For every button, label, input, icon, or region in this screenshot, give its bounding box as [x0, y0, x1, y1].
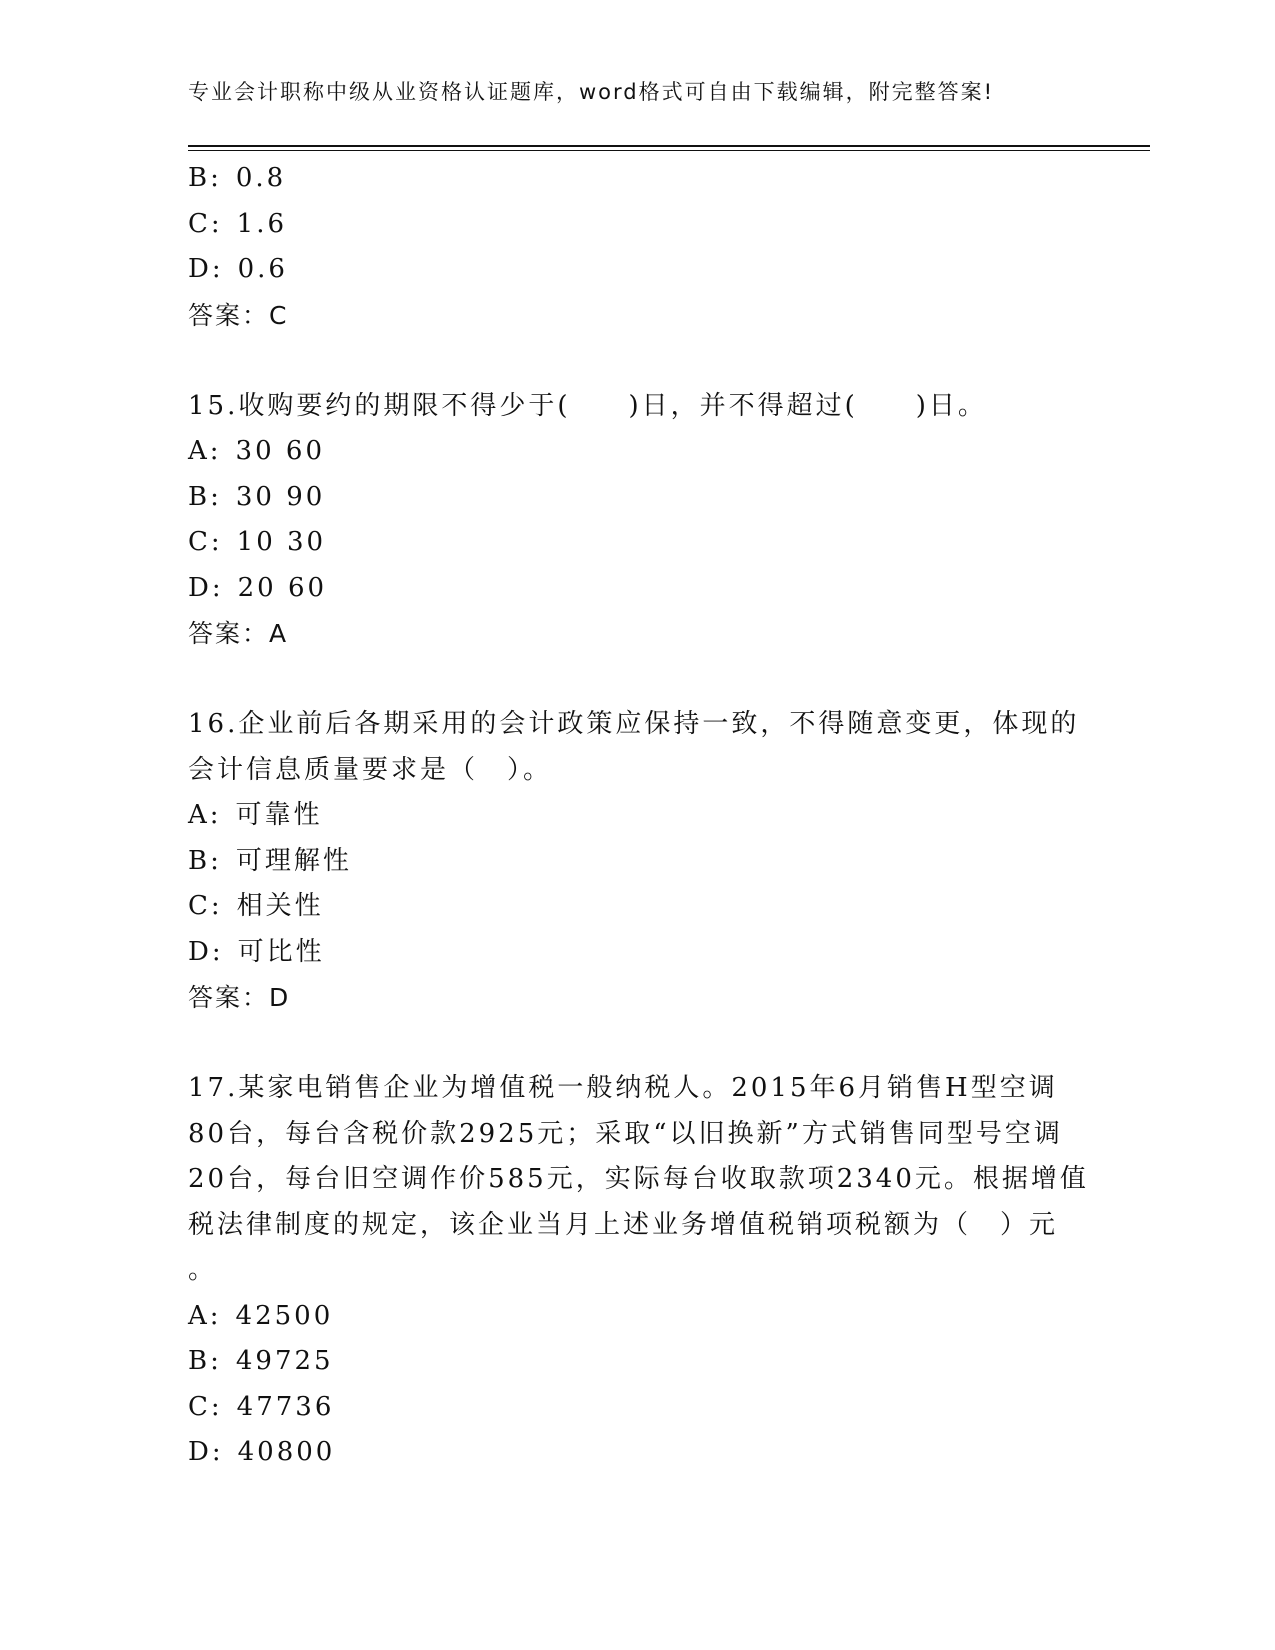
option-b: B: 49725 [188, 1346, 334, 1376]
option-b: B: 30 90 [188, 481, 326, 512]
question-text: 80台，每台含税价款2925元；采取“以旧换新”方式销售同型号空调 [188, 1118, 1063, 1149]
answer-line: 答案：A [188, 619, 289, 648]
question-text: 税法律制度的规定，该企业当月上述业务增值税销项税额为（ ）元 [188, 1209, 1059, 1240]
header-divider [188, 145, 1150, 147]
page-header: 专业会计职称中级从业资格认证题库，word格式可自由下载编辑，附完整答案! [188, 80, 995, 104]
option-b: B: 可理解性 [188, 845, 352, 876]
option-d: D: 可比性 [188, 936, 325, 967]
question-content [188, 156, 1088, 1476]
option-b: B: 0.8 [188, 163, 287, 193]
option-a: A: 可靠性 [188, 800, 323, 830]
option-d: D: 0.6 [188, 254, 288, 284]
prev-question [188, 156, 1088, 338]
option-a: A: 30 60 [188, 436, 325, 466]
option-d: D: 40800 [188, 1437, 336, 1467]
question-text: 16.企业前后各期采用的会计政策应保持一致，不得随意变更，体现的 [188, 709, 1080, 739]
option-c: C: 1.6 [188, 208, 288, 239]
option-c: C: 相关性 [188, 891, 324, 921]
question-15 [188, 384, 1088, 657]
header-divider-thin [188, 150, 1150, 151]
question-16 [188, 702, 1088, 1021]
option-d: D: 20 60 [188, 572, 328, 603]
answer-line: 答案：D [188, 983, 291, 1012]
answer-line: 答案：C [188, 300, 289, 330]
question-17 [188, 1066, 1088, 1476]
question-text: 会计信息质量要求是（ ）。 [188, 754, 553, 785]
question-text: 15.收购要约的期限不得少于( )日，并不得超过( )日。 [188, 390, 987, 421]
question-text: 。 [188, 1255, 218, 1285]
question-text: 17.某家电销售企业为增值税一般纳税人。2015年6月销售H型空调 [188, 1073, 1058, 1103]
option-a: A: 42500 [188, 1300, 334, 1331]
question-text: 20台，每台旧空调作价585元，实际每台收取款项2340元。根据增值 [188, 1164, 1089, 1194]
option-c: C: 10 30 [188, 527, 327, 557]
option-c: C: 47736 [188, 1391, 335, 1422]
